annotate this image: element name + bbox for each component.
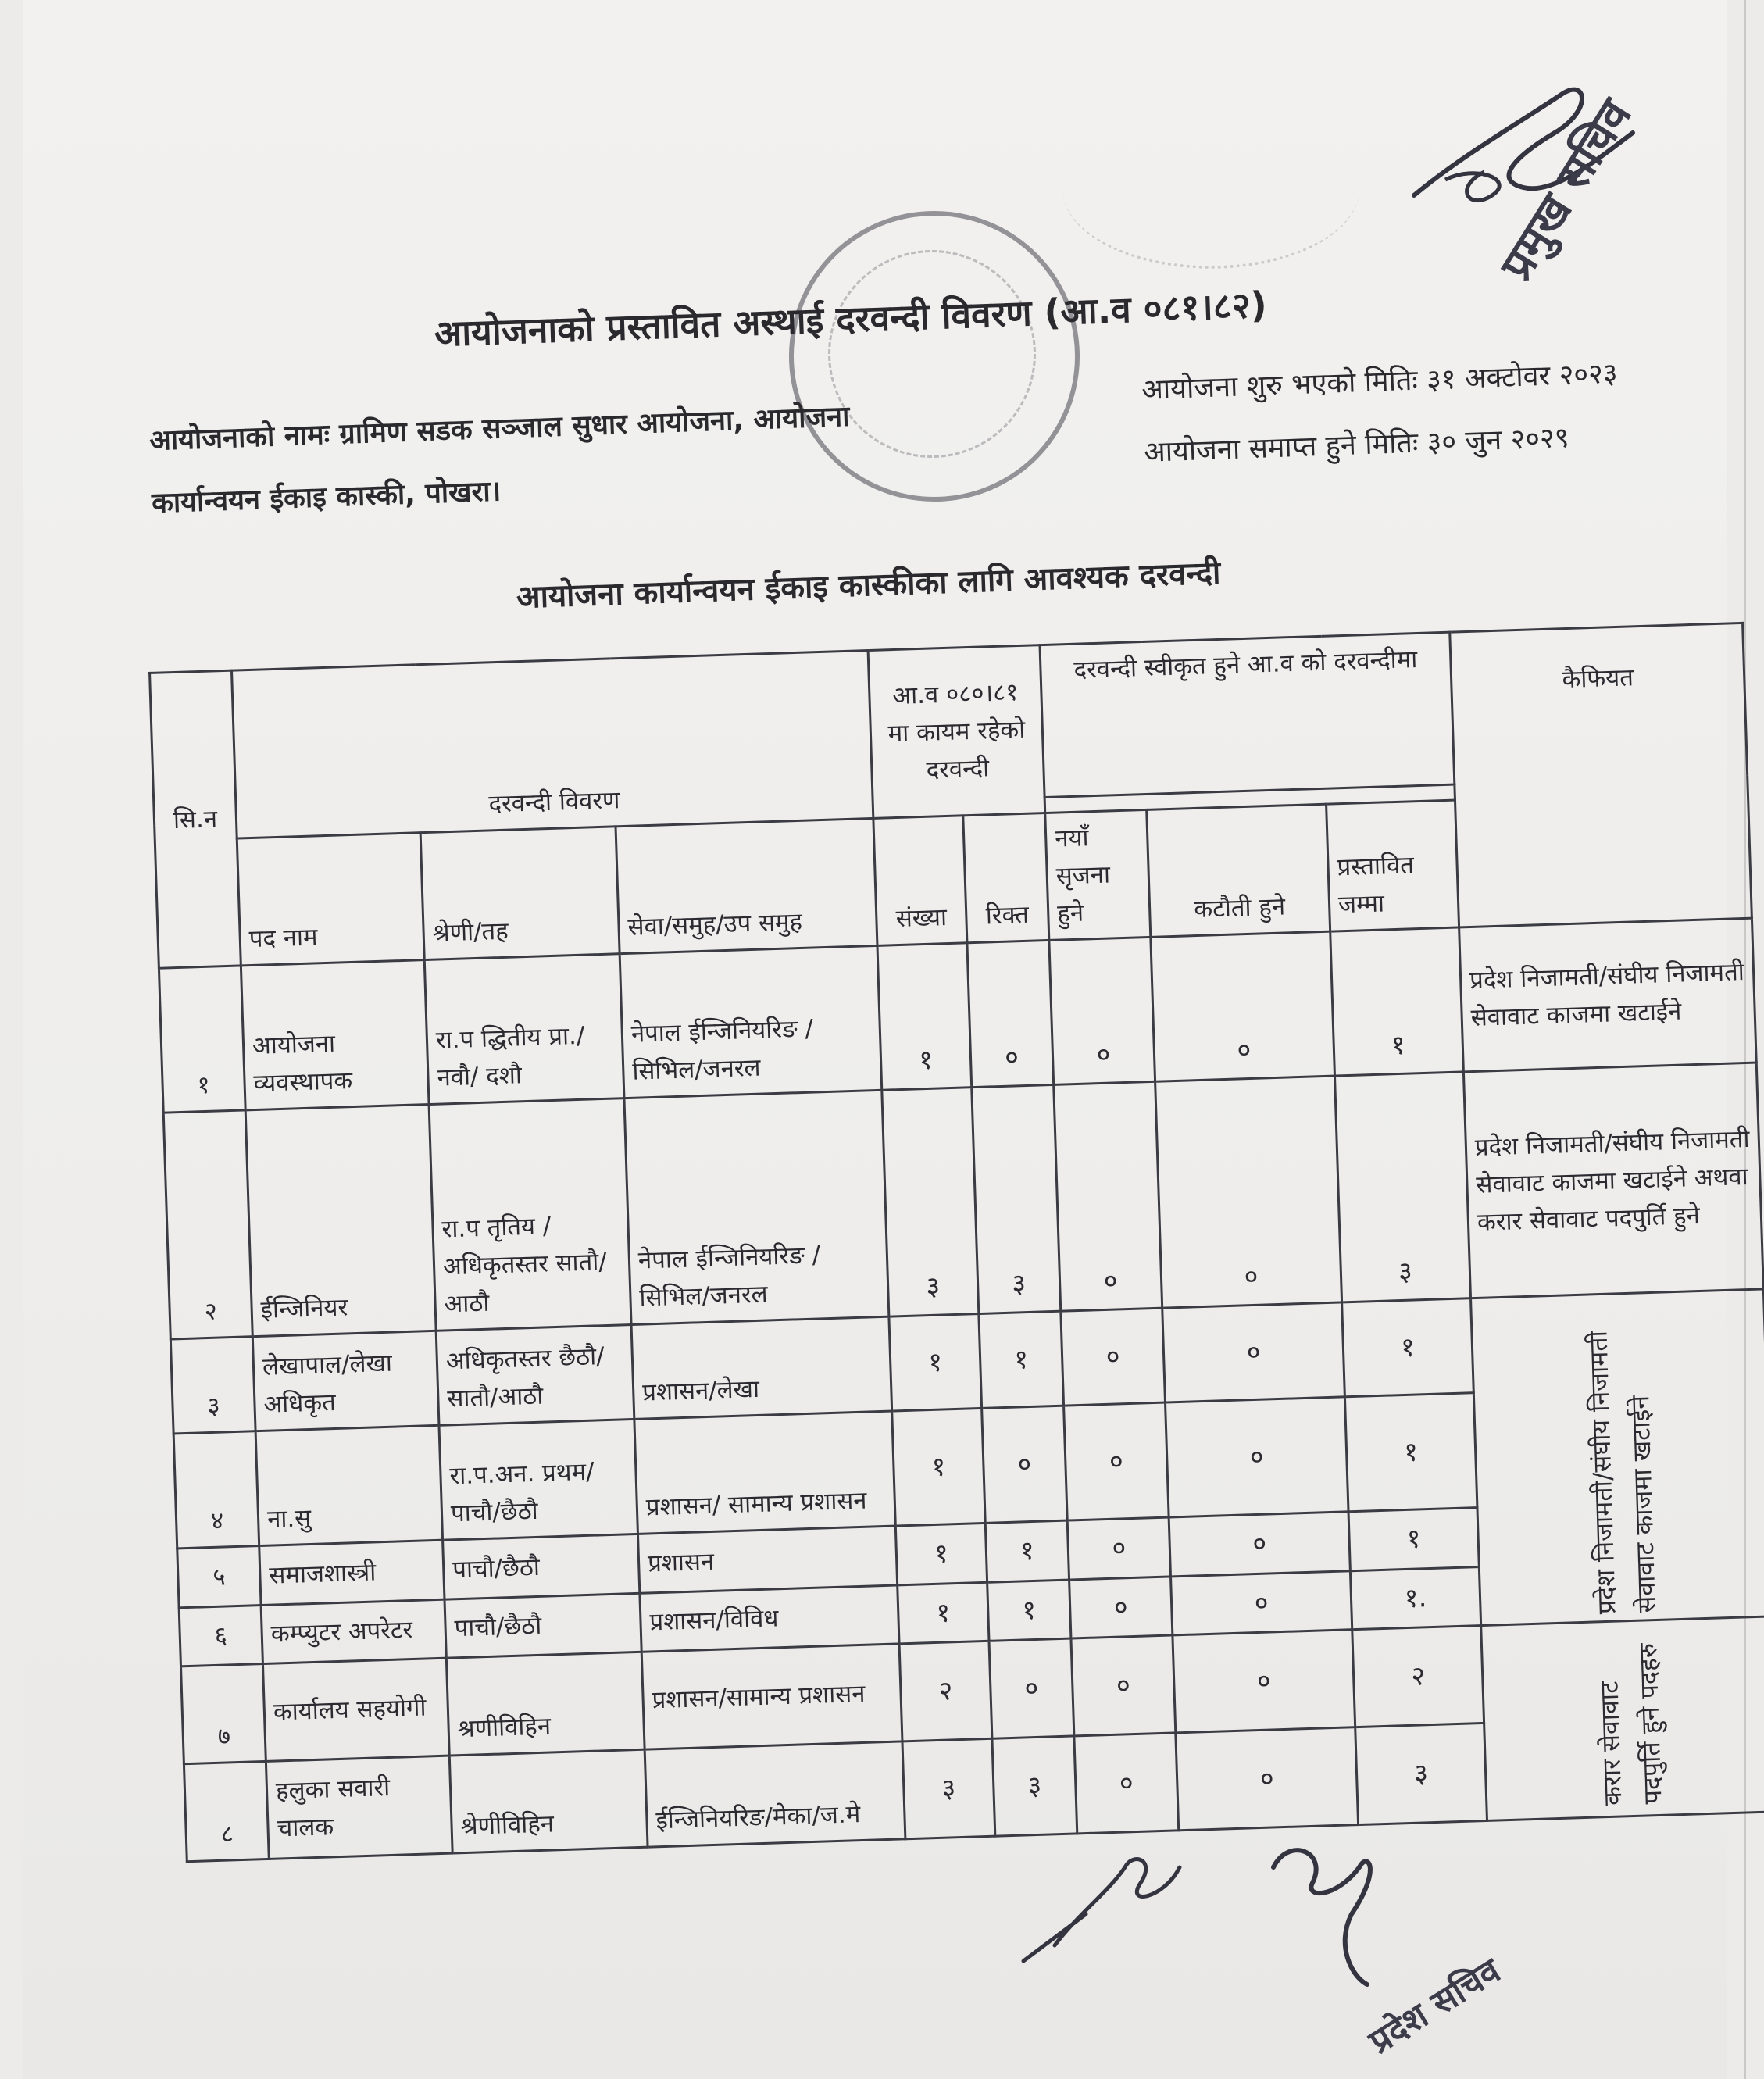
row-vacant: ३ (992, 1736, 1077, 1836)
row-service: नेपाल ईन्जिनियरिङ /सिभिल/जनरल (624, 1090, 889, 1324)
row-total: १ (1344, 1393, 1477, 1512)
row-level: रा.प तृतिय / अधिकृतस्तर सातौ/आठौ (429, 1098, 631, 1331)
project-end-date: आयोजना समाप्त हुने मितिः ३० जुन २०२९ (1143, 421, 1570, 469)
row-post: कार्यालय सहयोगी (262, 1658, 449, 1761)
header-service-group: सेवा/समुह/उप समुह (616, 818, 877, 953)
row-post: समाजशास्त्री (259, 1541, 445, 1606)
row-post: कम्प्युटर अपरेटर (261, 1599, 446, 1664)
header-approved-fy: दरवन्दी स्वीकृत हुने आ.व को दरवन्दीमा (1040, 632, 1455, 797)
row-sn: ६ (179, 1605, 262, 1666)
faded-stamp (1062, 109, 1359, 269)
row-level: श्रेणीविहिन (449, 1749, 648, 1853)
row-level: पाचौ/छैठौ (443, 1534, 640, 1599)
project-name-line-1: आयोजनाको नामः ग्रामिण सडक सञ्जाल सुधार आयोजना, आयोजना (148, 400, 851, 457)
row-new: ० (1071, 1635, 1176, 1736)
staffing-table (148, 622, 1764, 1863)
row-total: ३ (1355, 1724, 1487, 1825)
row-level: रा.प द्धितीय प्रा./ नवौ/ दशौ (424, 954, 624, 1105)
row-remark: प्रदेश निजामती/संघीय निजामती सेवावाट काजमा खटाईने अथवा करार सेवावाट पदपुर्ति हुने (1463, 1063, 1763, 1298)
row-cut: ० (1151, 931, 1335, 1081)
row-new: ० (1064, 1402, 1169, 1520)
header-count: संख्या (873, 816, 967, 946)
signature-bottom-left (1008, 1820, 1195, 1977)
row-new: ० (1067, 1517, 1170, 1579)
group-remark-text: प्रदेश निजामती/संघीय निजामती सेवावाट काजमा खटाईने (1583, 1330, 1662, 1615)
row-cut: ० (1155, 1076, 1342, 1308)
row-service: प्रशासन/लेखा (631, 1316, 892, 1419)
header-class-level: श्रेणी/तह (420, 827, 620, 960)
row-post: लेखापाल/लेखा अधिकृत (252, 1331, 439, 1431)
row-count: १ (889, 1314, 982, 1412)
row-cut: ० (1169, 1512, 1350, 1577)
row-total: १ (1342, 1298, 1474, 1397)
row-total: १ (1348, 1508, 1479, 1571)
header-new-created: नयाँ सृजना हुने (1045, 809, 1151, 940)
row-total: २ (1352, 1626, 1484, 1727)
row-sn: ५ (177, 1546, 261, 1608)
row-new: ० (1054, 1081, 1162, 1311)
project-start-date: आयोजना शुरु भएको मितिः ३१ अक्टोवर २०२३ (1141, 357, 1619, 406)
row-vacant: ० (982, 1406, 1068, 1523)
project-dates-block (1141, 342, 1644, 484)
row-sn: २ (163, 1110, 252, 1339)
row-level: पाचौ/छैठौ (445, 1593, 641, 1658)
row-sn: १ (159, 966, 245, 1113)
project-name-line-2: कार्यान्वयन ईकाइ कास्की, पोखरा। (151, 475, 502, 520)
row-post: हलुका सवारी चालक (266, 1756, 452, 1859)
row-cut: ० (1162, 1302, 1345, 1402)
group-remark-text: करार सेवावाट पदपुर्ति हुने पदहरु (1594, 1642, 1668, 1806)
document-title: आयोजनाको प्रस्तावित अस्थाई दरवन्दी विवरण (आ.व ०८१।८२) (434, 283, 1268, 355)
row-post: आयोजना व्यवस्थापक (241, 960, 429, 1110)
header-vacant: रिक्त (963, 813, 1049, 943)
row-new: ० (1049, 938, 1155, 1085)
row-count: १ (895, 1524, 987, 1585)
signature-bottom-right (1258, 1820, 1414, 1992)
row-count: १ (898, 1582, 989, 1644)
row-service: प्रशासन/ सामान्य प्रशासन (634, 1411, 895, 1534)
row-count: ३ (902, 1738, 995, 1839)
row-count: १ (877, 943, 972, 1091)
row-cut: ० (1173, 1630, 1355, 1733)
row-new: ० (1074, 1733, 1179, 1834)
row-cut: ० (1171, 1570, 1352, 1635)
header-remarks: कैफियत (1450, 623, 1752, 927)
row-cut: ० (1166, 1397, 1349, 1517)
row-remark: प्रदेश निजामती/संघीय निजामती सेवावाट काजमा खटाईने (1459, 918, 1757, 1072)
row-vacant: ० (967, 941, 1054, 1088)
row-vacant: १ (987, 1580, 1071, 1641)
row-vacant: ३ (972, 1085, 1061, 1314)
row-vacant: १ (979, 1311, 1064, 1408)
row-service: ईन्जिनियरिङ/मेका/ज.मे (645, 1741, 905, 1847)
header-proposed-total: प्रस्तावित जम्मा (1327, 800, 1459, 931)
header-sn: सि.न (150, 670, 241, 968)
header-post-name: पद नाम (237, 833, 424, 966)
row-sn: ४ (173, 1431, 259, 1549)
row-service: प्रशासन/सामान्य प्रशासन (641, 1644, 902, 1749)
header-existing-posts: आ.व ०८०।८१ मा कायम रहेको दरवन्दी (868, 645, 1045, 819)
row-service: नेपाल ईन्जिनियरिङ /सिभिल/जनरल (620, 946, 882, 1098)
table-title: आयोजना कार्यान्वयन ईकाइ कास्कीका लागि आवश्यक दरवन्दी (516, 555, 1222, 616)
row-sn: ७ (181, 1664, 266, 1764)
row-post: ईन्जिनियर (245, 1105, 436, 1337)
row-post: ना.सु (255, 1425, 443, 1546)
row-service: प्रशासन/विविध (640, 1585, 899, 1652)
project-name-label: आयोजनाको नामः (148, 418, 330, 457)
header-cut: कटौती हुने (1147, 804, 1330, 937)
row-total: १. (1350, 1566, 1480, 1630)
group-remark-rows-7-8 (1481, 1616, 1764, 1821)
row-new: ० (1061, 1308, 1166, 1406)
row-sn: ८ (184, 1762, 269, 1862)
row-vacant: ० (989, 1638, 1074, 1738)
row-new: ० (1069, 1577, 1173, 1638)
row-level: अधिकृतस्तर छैठौ/सातौ/आठौ (436, 1325, 634, 1426)
row-cut: ० (1176, 1727, 1359, 1831)
signature-top-caption: प्रमुख सचिव (1489, 89, 1642, 290)
staffing-table-wrapper (148, 622, 1764, 1863)
row-sn: ३ (170, 1337, 255, 1434)
header-darbandi-vivaran: दरवन्दी विवरण (231, 651, 873, 838)
row-level: श्रणीविहिन (446, 1652, 645, 1756)
row-service: प्रशासन (637, 1526, 897, 1593)
row-total: १ (1330, 927, 1464, 1076)
row-count: ३ (882, 1088, 979, 1316)
group-remark-rows-3-6 (1471, 1289, 1764, 1626)
row-count: १ (892, 1409, 986, 1527)
row-total: ३ (1334, 1072, 1470, 1302)
signature-bottom-caption: प्रदेश सचिव (1362, 1950, 1508, 2063)
row-vacant: १ (985, 1520, 1069, 1582)
row-level: रा.प.अन. प्रथम/ पाचौ/छैठौ (439, 1420, 638, 1541)
row-count: २ (899, 1641, 992, 1741)
